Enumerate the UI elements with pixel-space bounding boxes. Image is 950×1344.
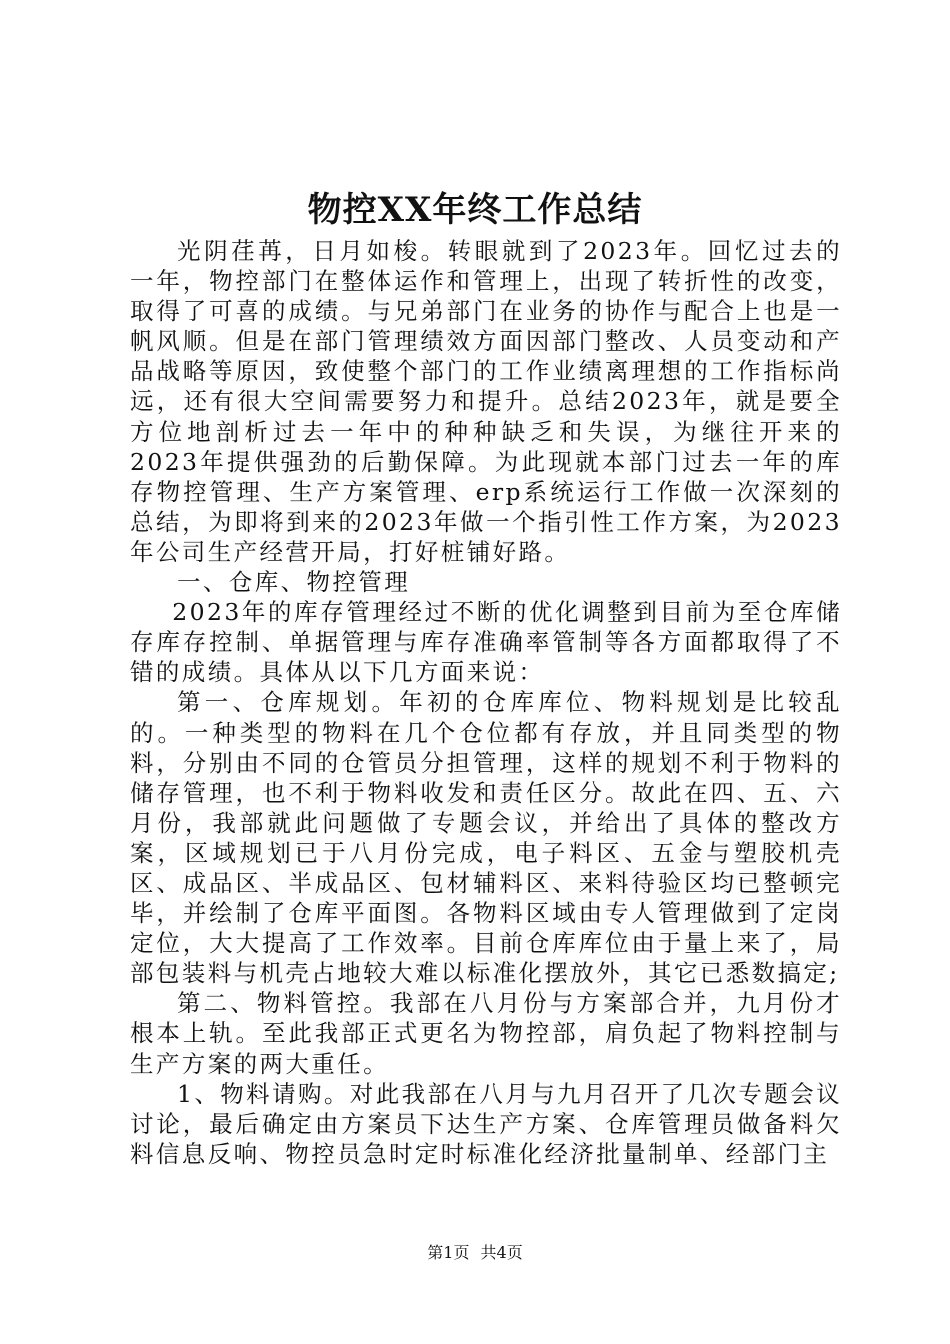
page-footer [0,1243,950,1263]
paragraph-inventory-summary: 2023年的库存管理经过不断的优化调整到目前为至仓库储存库存控制、单据管理与库存准确率管制等各方面都取得了不错的成绩。具体从以下几方面来说： [130,598,842,687]
paragraph-material-control: 第二、物料管控。我部在八月份与方案部合并，九月份才根本上轨。至此我部正式更名为物控部，肩负起了物料控制与生产方案的两大重任。 [130,989,842,1078]
paragraph-intro: 光阴荏苒，日月如梭。转眼就到了2023年。回忆过去的一年，物控部门在整体运作和管理上，出现了转折性的改变，取得了可喜的成绩。与兄弟部门在业务的协作与配合上也是一帆风顺。但是在部门管理绩效方面因部门整改、人员变动和产品战略等原因，致使整个部门的工作业绩离理想的工作指标尚远，还有很大空间需要努力和提升。总结2023年，就是要全方位地剖析过去一年中的种种缺乏和失误，为继往开来的2023年提供强劲的后勤保障。为此现就本部门过去一年的库存物控管理、生产方案管理、erp系统运行工作做一次深刻的总结，为即将到来的2023年做一个指引性工作方案，为2023年公司生产经营开局，打好桩铺好路。 [130,237,842,566]
paragraph-material-purchase: 1、物料请购。对此我部在八月与九月召开了几次专题会议讨论，最后确定由方案员下达生产方案、仓库管理员做备料欠料信息反响、物控员急时定时标准化经济批量制单、经部门主 [130,1079,842,1168]
section-heading-warehouse: 一、仓库、物控管理 [177,568,411,597]
page-number: 第1页 [427,1243,470,1262]
page-total: 共4页 [480,1243,523,1262]
paragraph-warehouse-planning: 第一、仓库规划。年初的仓库库位、物料规划是比较乱的。一种类型的物料在几个仓位都有存放，并且同类型的物料，分别由不同的仓管员分担管理，这样的规划不利于物料的储存管理，也不利于物料收发和责任区分。故此在四、五、六月份，我部就此问题做了专题会议，并给出了具体的整改方案，区域规划已于八月份完成，电子料区、五金与塑胶机壳区、成品区、半成品区、包材辅料区、来料待验区均已整顿完毕，并绘制了仓库平面图。各物料区域由专人管理做到了定岗定位，大大提高了工作效率。目前仓库库位由于量上来了，局部包装料与机壳占地较大难以标准化摆放外，其它已悉数搞定; [130,688,842,988]
document-body [130,236,842,1169]
document-title: 物控XX年终工作总结 [307,190,643,230]
